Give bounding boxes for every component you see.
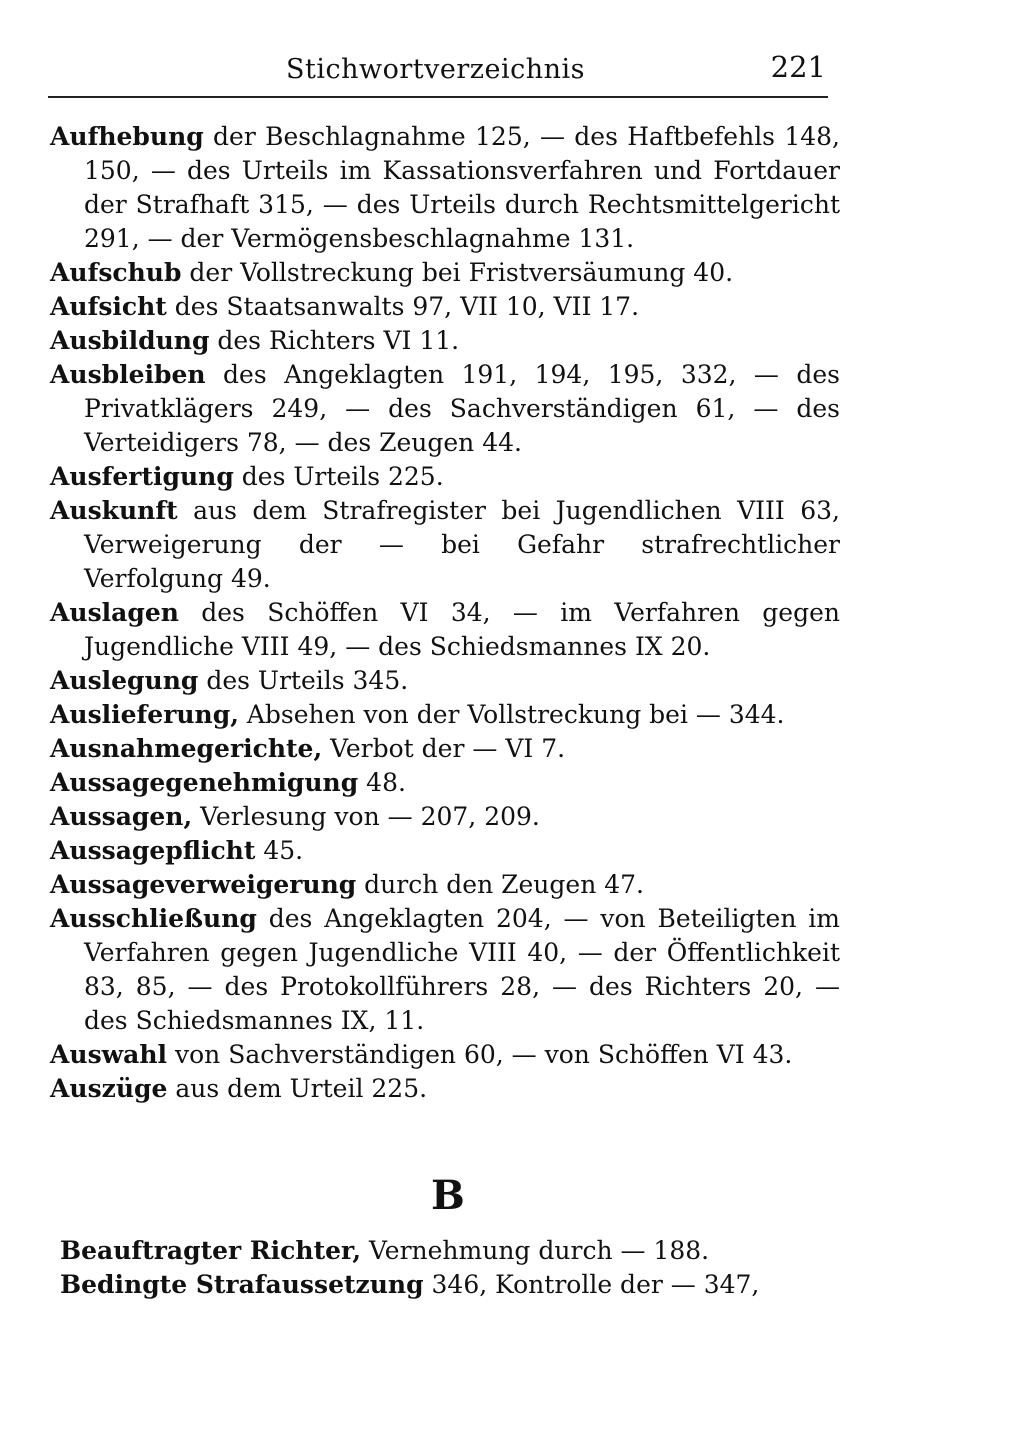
index-entry bbox=[50, 596, 840, 664]
index-term: Ausbleiben bbox=[50, 360, 206, 389]
index-term: Ausnahmegerichte, bbox=[50, 734, 323, 763]
index-entry bbox=[50, 1072, 840, 1106]
index-entry bbox=[50, 494, 840, 596]
index-references: durch den Zeugen 47. bbox=[356, 870, 645, 899]
index-references: des Urteils 345. bbox=[198, 666, 409, 695]
index-entry bbox=[50, 800, 840, 834]
index-term: Aussagepflicht bbox=[50, 836, 256, 865]
index-entries-a bbox=[50, 120, 840, 1106]
index-term: Auslieferung, bbox=[50, 700, 239, 729]
page-number: 221 bbox=[770, 50, 826, 84]
index-term: Aussagen, bbox=[50, 802, 193, 831]
index-references: der Beschlagnahme 125, — des Haftbefehls 148, 150, — des Urteils im Kassationsverfahren und Fortdauer der Strafhaft 315, — des Urteils durch Rechtsmittelgericht 291, — der Vermögensbeschlagnahme 131. bbox=[84, 122, 840, 253]
index-term: Bedingte Strafaussetzung bbox=[60, 1270, 424, 1299]
index-entry bbox=[50, 256, 840, 290]
index-term: Aufhebung bbox=[50, 122, 204, 151]
section-letter-b: B bbox=[431, 1172, 465, 1219]
index-term: Auszüge bbox=[50, 1074, 168, 1103]
index-entry bbox=[50, 766, 840, 800]
index-entry bbox=[50, 902, 840, 1038]
index-entry bbox=[50, 834, 840, 868]
index-entry bbox=[50, 120, 840, 256]
running-head bbox=[48, 48, 828, 98]
index-entry bbox=[50, 324, 840, 358]
index-references: Verlesung von — 207, 209. bbox=[192, 802, 540, 831]
index-references: des Urteils 225. bbox=[233, 462, 444, 491]
index-references: der Vollstreckung bei Fristversäumung 40. bbox=[181, 258, 734, 287]
index-references: Verbot der — VI 7. bbox=[322, 734, 566, 763]
index-entry bbox=[50, 358, 840, 460]
index-entry bbox=[60, 1268, 850, 1302]
index-references: Vernehmung durch — 188. bbox=[361, 1236, 710, 1265]
running-title: Stichwortverzeichnis bbox=[286, 54, 585, 85]
index-entries-b bbox=[60, 1234, 850, 1302]
index-references: 346, Kontrolle der — 347, bbox=[423, 1270, 760, 1299]
index-term: Auslagen bbox=[50, 598, 179, 627]
index-references: des Schöffen VI 34, — im Verfahren gegen Jugendliche VIII 49, — des Schiedsmannes IX 20. bbox=[84, 598, 840, 661]
index-entry bbox=[50, 1038, 840, 1072]
index-term: Aussagegenehmigung bbox=[50, 768, 359, 797]
index-entry bbox=[50, 732, 840, 766]
index-references: von Sachverständigen 60, — von Schöffen VI 43. bbox=[167, 1040, 793, 1069]
index-references: 45. bbox=[255, 836, 304, 865]
index-term: Aussageverweigerung bbox=[50, 870, 357, 899]
index-references: des Angeklagten 204, — von Beteiligten im Verfahren gegen Jugendliche VIII 40, — der Öffentlichkeit 83, 85, — des Protokollführers 28, — des Richters 20, — des Schiedsmannes IX, 11. bbox=[84, 904, 840, 1035]
index-entry bbox=[50, 460, 840, 494]
index-term: Auswahl bbox=[50, 1040, 168, 1069]
index-term: Ausfertigung bbox=[50, 462, 234, 491]
index-entry bbox=[60, 1234, 850, 1268]
index-references: des Staatsanwalts 97, VII 10, VII 17. bbox=[166, 292, 640, 321]
index-entry bbox=[50, 290, 840, 324]
index-references: aus dem Strafregister bei Jugendlichen VIII 63, Verweigerung der — bei Gefahr strafrechtlicher Verfolgung 49. bbox=[84, 496, 840, 593]
index-term: Auskunft bbox=[50, 496, 178, 525]
index-term: Aufsicht bbox=[50, 292, 167, 321]
index-references: aus dem Urteil 225. bbox=[167, 1074, 428, 1103]
index-references: Absehen von der Vollstreckung bei — 344. bbox=[238, 700, 785, 729]
index-term: Ausschließung bbox=[50, 904, 257, 933]
index-entry bbox=[50, 868, 840, 902]
index-term: Auslegung bbox=[50, 666, 199, 695]
index-references: des Angeklagten 191, 194, 195, 332, — des Privatklägers 249, — des Sachverständigen 61, — des Verteidigers 78, — des Zeugen 44. bbox=[84, 360, 840, 457]
index-term: Beauftragter Richter, bbox=[60, 1236, 362, 1265]
index-references: des Richters VI 11. bbox=[209, 326, 460, 355]
index-entry bbox=[50, 664, 840, 698]
index-entry bbox=[50, 698, 840, 732]
index-term: Ausbildung bbox=[50, 326, 210, 355]
index-term: Aufschub bbox=[50, 258, 182, 287]
index-references: 48. bbox=[358, 768, 406, 797]
